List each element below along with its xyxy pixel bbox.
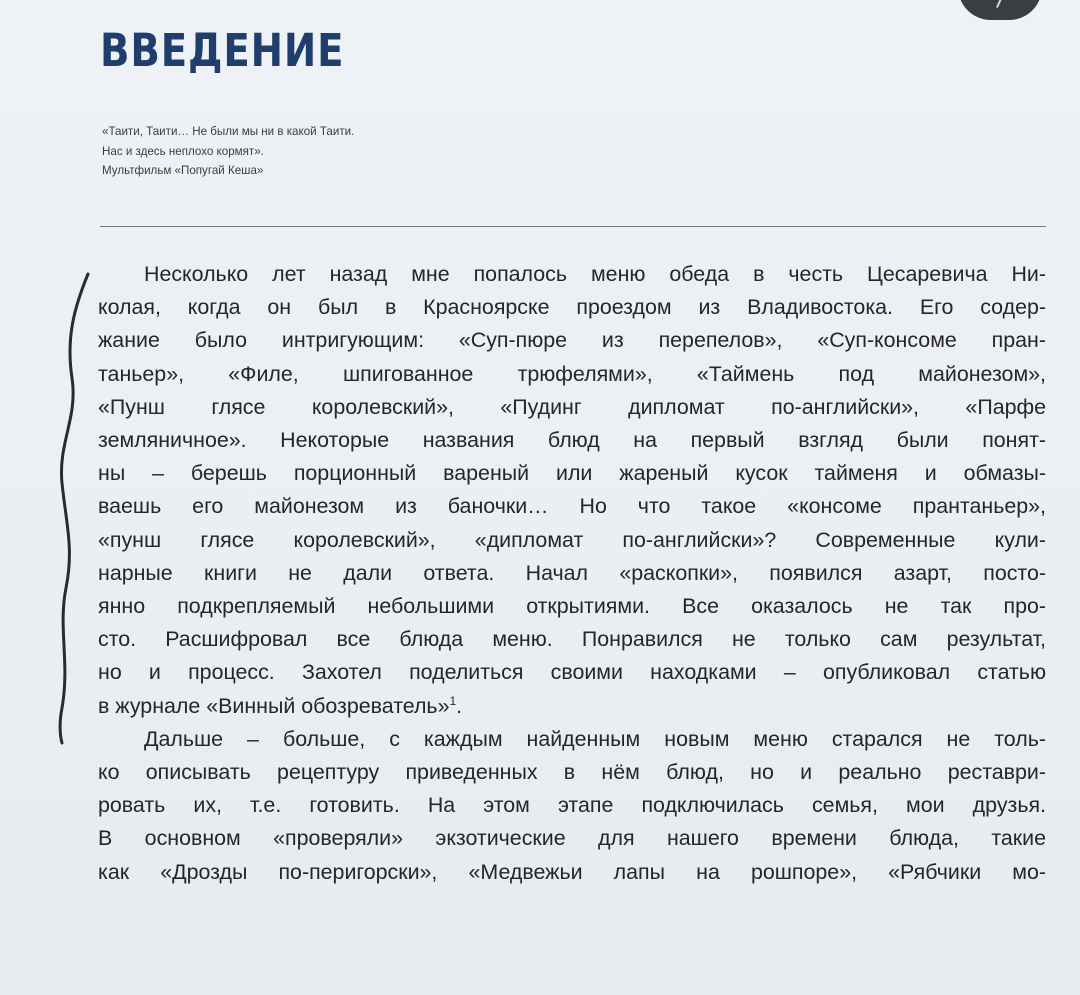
text-line: ровать их, т.е. готовить. На этом этапе подключилась семья, мои друзья. — [98, 793, 1046, 818]
text-line: нарные книги не дали ответа. Начал «раскопки», появился азарт, посто- — [98, 560, 1046, 585]
text-line: янно подкрепляемый небольшими открытиями. Все оказалось не так про- — [98, 594, 1046, 619]
text-line: земляничное». Некоторые названия блюд на первый взгляд были понят- — [98, 428, 1046, 453]
text-line: Дальше – больше, с каждым найденным новым меню старался не толь- — [144, 726, 1046, 751]
epigraph-line: Нас и здесь неплохо кормят». — [102, 144, 264, 158]
handwritten-margin-mark-icon — [44, 268, 104, 748]
text-line: но и процесс. Захотел поделиться своими находками – опубликовал статью — [98, 660, 1046, 685]
text-line: ваешь его майонезом из баночки… Но что такое «консоме прантаньер», — [98, 494, 1046, 519]
text-line-last: в журнале «Винный обозреватель»$^1$. — [98, 693, 463, 718]
text-line: жание было интригующим: «Суп-пюре из перепелов», «Суп-консоме пран- — [98, 328, 1046, 353]
body-text — [98, 258, 1046, 889]
text-line: таньер», «Филе, шпигованное трюфелями», «Таймень под майонезом», — [98, 361, 1046, 386]
text-line: как «Дрозды по-перигорски», «Медвежьи лапы на рошпоре», «Рябчики мо- — [98, 859, 1046, 884]
chapter-heading: ВВЕДЕНИЕ — [100, 24, 345, 77]
text-line: ны – берешь порционный вареный или жареный кусок тайменя и обмазы- — [98, 461, 1046, 486]
text-line: сто. Расшифровал все блюда меню. Понравился не только сам результат, — [98, 627, 1046, 652]
text-line: «Пунш глясе королевский», «Пудинг дипломат по-английски», «Парфе — [98, 394, 1046, 419]
text-line: В основном «проверяли» экзотические для нашего времени блюда, такие — [98, 826, 1046, 851]
text-fragment: в журнале «Винный обозреватель» — [98, 693, 450, 718]
epigraph-line: «Таити, Таити… Не были мы ни в какой Таити. — [102, 125, 355, 138]
divider — [100, 226, 1046, 227]
epigraph — [102, 122, 662, 181]
text-line: ко описывать рецептуру приведенных в нём блюд, но и реально реставри- — [98, 760, 1046, 785]
floating-edit-button[interactable] — [958, 0, 1042, 20]
text-line: Несколько лет назад мне попалось меню обеда в честь Цесаревича Ни- — [144, 262, 1046, 286]
text-line: «пунш глясе королевский», «дипломат по-английски»? Современные кули- — [98, 527, 1046, 552]
text-line: колая, когда он был в Красноярске проездом из Владивостока. Его содер- — [98, 295, 1046, 320]
footnote-marker[interactable]: 1 — [449, 693, 457, 708]
pencil-icon — [996, 0, 1002, 8]
epigraph-attribution: Мультфильм «Попугай Кеша» — [102, 164, 264, 177]
